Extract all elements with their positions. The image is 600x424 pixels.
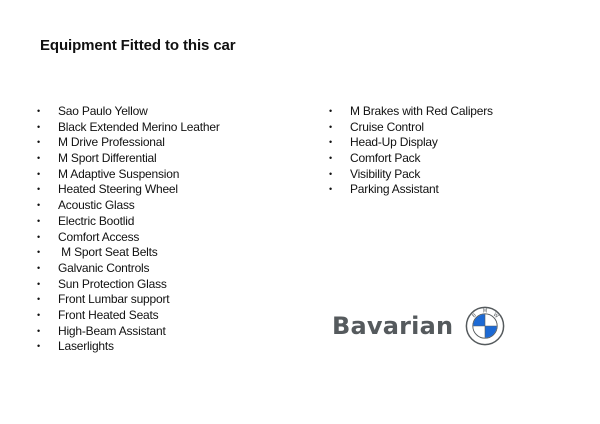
bullet-icon: •: [37, 231, 40, 242]
equipment-list-right: [328, 104, 493, 198]
bullet-icon: •: [329, 153, 332, 164]
list-item-label: Parking Assistant: [350, 182, 439, 197]
list-item-label: Laserlights: [58, 339, 114, 354]
list-item-label: High-Beam Assistant: [58, 323, 166, 338]
list-item: [36, 198, 220, 214]
list-item: [36, 135, 220, 151]
bullet-icon: •: [329, 137, 332, 148]
bullet-icon: •: [329, 184, 332, 195]
bullet-icon: •: [37, 121, 40, 132]
list-item: [36, 261, 220, 277]
bullet-icon: •: [37, 278, 40, 289]
logo-letter-w: W: [491, 311, 500, 320]
dealer-name: Bavarian: [332, 312, 454, 340]
list-item: [328, 135, 493, 151]
bullet-icon: •: [37, 184, 40, 195]
list-item-label: Acoustic Glass: [58, 198, 135, 213]
list-item: [328, 167, 493, 183]
list-item: [36, 245, 220, 261]
list-item-label: Sun Protection Glass: [58, 276, 167, 291]
list-item: [36, 104, 220, 120]
dealer-branding: [332, 306, 505, 346]
logo-letter-b: B: [471, 312, 479, 320]
list-item: [328, 104, 493, 120]
list-item: [328, 120, 493, 136]
list-item: [36, 292, 220, 308]
list-item: [36, 308, 220, 324]
list-item-label: Front Heated Seats: [58, 307, 159, 322]
list-item-label: Visibility Pack: [350, 166, 421, 181]
list-item: [36, 182, 220, 198]
bullet-icon: •: [37, 309, 40, 320]
bullet-icon: •: [37, 262, 40, 273]
bullet-icon: •: [37, 106, 40, 116]
list-item: [36, 230, 220, 246]
list-item-label: Galvanic Controls: [58, 260, 150, 275]
list-item: [36, 151, 220, 167]
list-item-label: Comfort Access: [58, 229, 140, 244]
list-item-label: M Sport Seat Belts: [58, 245, 158, 260]
bullet-icon: •: [329, 106, 332, 116]
bullet-icon: •: [37, 200, 40, 211]
bullet-icon: •: [329, 121, 332, 132]
bullet-icon: •: [37, 137, 40, 148]
equipment-list-left: [36, 104, 220, 355]
bullet-icon: •: [37, 325, 40, 336]
list-item: [36, 214, 220, 230]
bullet-icon: •: [37, 215, 40, 226]
list-item-label: Front Lumbar support: [58, 292, 170, 307]
list-item-label: M Adaptive Suspension: [58, 166, 180, 181]
list-item-label: Cruise Control: [350, 119, 424, 134]
page-title: Equipment Fitted to this car: [40, 37, 236, 54]
bullet-icon: •: [37, 294, 40, 305]
bullet-icon: •: [37, 341, 40, 352]
bullet-icon: •: [37, 247, 40, 258]
bullet-icon: •: [37, 153, 40, 164]
list-item-label: M Sport Differential: [58, 151, 157, 166]
logo-letter-m: M: [483, 308, 488, 315]
list-item-label: M Brakes with Red Calipers: [350, 104, 493, 118]
list-item: [36, 324, 220, 340]
bmw-roundel-icon: [465, 306, 505, 346]
list-item: [328, 182, 493, 198]
list-item: [36, 339, 220, 355]
list-item-label: Comfort Pack: [350, 151, 421, 166]
bullet-icon: •: [37, 168, 40, 179]
list-item-label: Electric Bootlid: [58, 213, 135, 228]
list-item: [36, 277, 220, 293]
list-item-label: M Drive Professional: [58, 135, 165, 150]
list-item: [328, 151, 493, 167]
list-item-label: Heated Steering Wheel: [58, 182, 178, 197]
list-item: [36, 120, 220, 136]
list-item-label: Head-Up Display: [350, 135, 438, 150]
list-item: [36, 167, 220, 183]
bullet-icon: •: [329, 168, 332, 179]
list-item-label: Sao Paulo Yellow: [58, 104, 148, 118]
list-item-label: Black Extended Merino Leather: [58, 119, 220, 134]
